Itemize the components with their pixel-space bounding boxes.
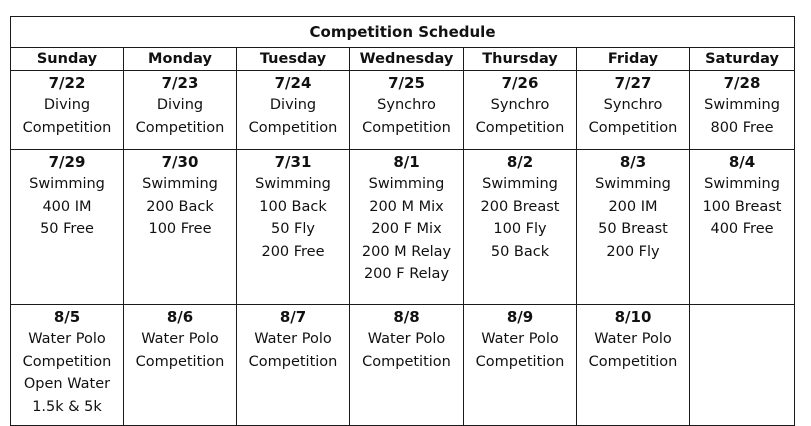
day-cell <box>577 150 690 305</box>
week-row <box>11 150 795 305</box>
event-line: Competition <box>362 353 451 370</box>
event-line: Competition <box>588 119 678 136</box>
cell-date: 7/23 <box>161 74 199 92</box>
event-line: Swimming <box>255 176 331 192</box>
event-line: Competition <box>475 353 565 370</box>
event-line: 50 Breast <box>598 221 668 237</box>
day-cell <box>464 305 577 426</box>
day-cell <box>237 150 350 305</box>
day-header-saturday: Saturday <box>690 48 795 71</box>
cell-date: 7/30 <box>161 153 199 171</box>
event-line: Swimming <box>368 176 445 192</box>
day-header-friday: Friday <box>577 48 690 71</box>
week-row <box>11 305 795 426</box>
day-cell <box>464 150 577 305</box>
event-line: Water Polo <box>481 331 559 347</box>
day-cell <box>350 305 464 426</box>
day-cell <box>237 305 350 426</box>
day-cell <box>577 71 690 150</box>
event-line: 200 Free <box>261 243 325 260</box>
cell-date: 7/27 <box>614 74 652 92</box>
event-line: 400 Free <box>710 221 774 237</box>
event-line: Diving <box>43 97 91 113</box>
event-line: Water Polo <box>367 331 446 347</box>
event-line: 1.5k & 5k <box>32 398 102 415</box>
day-cell <box>11 71 124 150</box>
cell-date: 7/24 <box>274 74 312 92</box>
cell-date: 7/31 <box>274 153 312 171</box>
schedule-body <box>11 71 795 426</box>
event-line: Swimming <box>595 176 671 192</box>
event-line: 100 Free <box>148 221 212 237</box>
event-line: Swimming <box>704 97 780 113</box>
event-line: Competition <box>248 119 338 136</box>
event-line: Diving <box>156 97 204 113</box>
event-line: Swimming <box>482 176 558 192</box>
cell-date: 8/3 <box>619 153 647 171</box>
event-line: 200 Back <box>146 198 214 215</box>
day-cell <box>11 305 124 426</box>
event-line: 100 Breast <box>702 198 782 215</box>
cell-date: 8/4 <box>728 153 756 171</box>
day-cell <box>350 71 464 150</box>
event-line: Competition <box>362 119 451 136</box>
event-line: 200 Fly <box>606 243 660 260</box>
cell-date: 7/25 <box>388 74 425 92</box>
day-cell <box>690 305 795 426</box>
event-line: 100 Fly <box>493 221 547 237</box>
event-line: Competition <box>248 353 338 370</box>
day-header-tuesday: Tuesday <box>237 48 350 71</box>
event-line: Swimming <box>142 176 218 192</box>
event-line: 50 Fly <box>270 221 315 237</box>
cell-date: 7/28 <box>723 74 761 92</box>
event-line: Synchro <box>603 97 663 113</box>
day-cell <box>124 150 237 305</box>
cell-date: 8/7 <box>279 308 307 326</box>
day-cell <box>577 305 690 426</box>
event-line: Competition <box>135 119 225 136</box>
day-cell <box>690 71 795 150</box>
day-cell <box>11 150 124 305</box>
cell-date: 8/5 <box>53 308 81 326</box>
competition-schedule-table <box>10 16 795 426</box>
cell-date: 7/26 <box>501 74 539 92</box>
event-line: Swimming <box>29 176 105 192</box>
cell-date: 8/2 <box>506 153 534 171</box>
event-line: 800 Free <box>710 119 774 136</box>
event-line: 50 Back <box>490 243 550 260</box>
event-line: Water Polo <box>28 331 106 347</box>
day-header-wednesday: Wednesday <box>350 48 464 71</box>
cell-date: 7/22 <box>48 74 86 92</box>
cell-date: 8/9 <box>506 308 534 326</box>
event-line: Diving <box>269 97 317 113</box>
event-line: Synchro <box>377 97 436 113</box>
cell-date: 8/1 <box>393 153 420 171</box>
event-line: Competition <box>22 119 112 136</box>
day-header-row <box>11 48 795 71</box>
day-cell <box>464 71 577 150</box>
event-line: 100 Back <box>259 198 327 215</box>
event-line: Competition <box>22 353 112 370</box>
day-header-sunday: Sunday <box>11 48 124 71</box>
event-line: Synchro <box>490 97 550 113</box>
event-line: Competition <box>135 353 225 370</box>
event-line: 200 Breast <box>480 198 560 215</box>
event-line: Water Polo <box>594 331 672 347</box>
event-line: 400 IM <box>42 198 92 215</box>
event-line: 200 M Mix <box>369 198 444 215</box>
cell-date: 8/10 <box>614 308 652 326</box>
event-line: 200 M Relay <box>361 243 452 260</box>
event-line: Water Polo <box>254 331 332 347</box>
day-cell <box>124 305 237 426</box>
cell-date: 8/8 <box>393 308 420 326</box>
day-header-monday: Monday <box>124 48 237 71</box>
week-row <box>11 71 795 150</box>
event-line: 200 F Mix <box>371 221 442 237</box>
event-line: 50 Free <box>40 221 94 237</box>
cell-date: 8/6 <box>166 308 194 326</box>
day-cell <box>124 71 237 150</box>
event-line: Swimming <box>704 176 780 192</box>
day-cell <box>237 71 350 150</box>
day-cell <box>690 150 795 305</box>
schedule-title: Competition Schedule <box>11 17 795 48</box>
event-line: Water Polo <box>141 331 219 347</box>
event-line: 200 IM <box>608 198 658 215</box>
day-header-thursday: Thursday <box>464 48 577 71</box>
event-line: Competition <box>588 353 678 370</box>
event-line: 200 F Relay <box>363 266 450 282</box>
day-cell <box>350 150 464 305</box>
event-line: Open Water <box>23 376 111 392</box>
cell-date: 7/29 <box>48 153 86 171</box>
event-line: Competition <box>475 119 565 136</box>
